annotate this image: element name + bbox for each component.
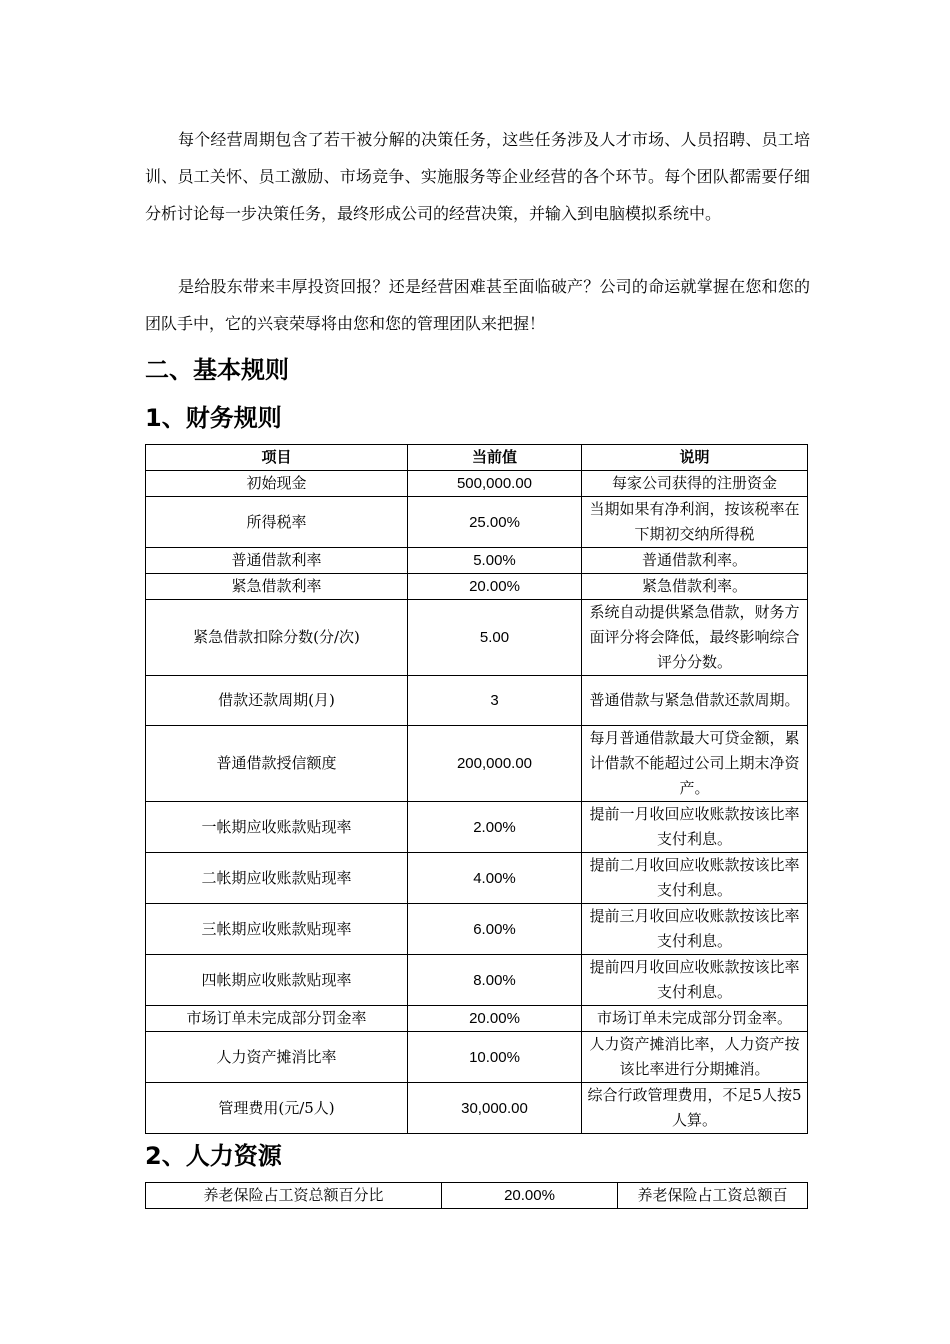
table-row xyxy=(146,676,808,726)
cell-desc: 提前三月收回应收账款按该比率支付利息。 xyxy=(582,904,808,955)
cell-value: 5.00 xyxy=(408,600,582,676)
cell-desc: 每家公司获得的注册资金 xyxy=(582,471,808,497)
cell-item: 紧急借款利率 xyxy=(146,574,408,600)
heading-human-resources: 2、人力资源 xyxy=(145,1142,282,1170)
cell-desc: 普通借款利率。 xyxy=(582,548,808,574)
cell-item: 市场订单未完成部分罚金率 xyxy=(146,1006,408,1032)
table-row xyxy=(146,1032,808,1083)
intro-paragraph-2: 是给股东带来丰厚投资回报？还是经营困难甚至面临破产？公司的命运就掌握在您和您的团队手中，它的兴衰荣辱将由您和您的管理团队来把握！ xyxy=(145,277,810,333)
cell-item: 普通借款授信额度 xyxy=(146,726,408,802)
cell-value: 200,000.00 xyxy=(408,726,582,802)
heading-finance-rules: 1、财务规则 xyxy=(145,404,282,432)
cell-desc: 综合行政管理费用，不足5人按5人算。 xyxy=(582,1083,808,1134)
cell-item: 管理费用(元/5人) xyxy=(146,1083,408,1134)
cell-item: 人力资产摊消比率 xyxy=(146,1032,408,1083)
cell-item: 四帐期应收账款贴现率 xyxy=(146,955,408,1006)
table-row xyxy=(146,904,808,955)
table-row xyxy=(146,497,808,548)
table-row xyxy=(146,955,808,1006)
cell-value: 30,000.00 xyxy=(408,1083,582,1134)
table-row xyxy=(146,1083,808,1134)
cell-value: 25.00% xyxy=(408,497,582,548)
cell-desc: 紧急借款利率。 xyxy=(582,574,808,600)
cell-desc: 普通借款与紧急借款还款周期。 xyxy=(582,676,808,726)
cell-value: 20.00% xyxy=(408,574,582,600)
cell-value: 2.00% xyxy=(408,802,582,853)
cell-item: 所得税率 xyxy=(146,497,408,548)
table-row xyxy=(146,471,808,497)
table-row xyxy=(146,1006,808,1032)
cell-value: 4.00% xyxy=(408,853,582,904)
cell-desc: 市场订单未完成部分罚金率。 xyxy=(582,1006,808,1032)
cell-desc: 人力资产摊消比率，人力资产按该比率进行分期摊消。 xyxy=(582,1032,808,1083)
table-row xyxy=(146,802,808,853)
cell-value: 8.00% xyxy=(408,955,582,1006)
cell-desc: 提前四月收回应收账款按该比率支付利息。 xyxy=(582,955,808,1006)
cell-desc: 每月普通借款最大可贷金额，累计借款不能超过公司上期末净资产。 xyxy=(582,726,808,802)
cell-desc: 系统自动提供紧急借款，财务方面评分将会降低，最终影响综合评分分数。 xyxy=(582,600,808,676)
cell-value: 5.00% xyxy=(408,548,582,574)
cell-item: 紧急借款扣除分数(分/次) xyxy=(146,600,408,676)
cell-value: 3 xyxy=(408,676,582,726)
table-row xyxy=(146,600,808,676)
table-row xyxy=(146,574,808,600)
cell-item: 一帐期应收账款贴现率 xyxy=(146,802,408,853)
cell-desc: 提前二月收回应收账款按该比率支付利息。 xyxy=(582,853,808,904)
header-desc: 说明 xyxy=(582,445,808,471)
heading-basic-rules: 二、基本规则 xyxy=(145,356,289,384)
table-row xyxy=(146,1183,808,1209)
cell-desc: 当期如果有净利润，按该税率在下期初交纳所得税 xyxy=(582,497,808,548)
header-item: 项目 xyxy=(146,445,408,471)
cell-desc: 提前一月收回应收账款按该比率支付利息。 xyxy=(582,802,808,853)
cell-desc: 养老保险占工资总额百 xyxy=(618,1183,808,1209)
cell-item: 普通借款利率 xyxy=(146,548,408,574)
cell-item: 借款还款周期(月) xyxy=(146,676,408,726)
cell-item: 二帐期应收账款贴现率 xyxy=(146,853,408,904)
table-row xyxy=(146,726,808,802)
cell-value: 10.00% xyxy=(408,1032,582,1083)
cell-item: 养老保险占工资总额百分比 xyxy=(146,1183,442,1209)
finance-rules-table xyxy=(145,444,808,1134)
cell-item: 初始现金 xyxy=(146,471,408,497)
cell-value: 20.00% xyxy=(442,1183,618,1209)
header-value: 当前值 xyxy=(408,445,582,471)
cell-value: 6.00% xyxy=(408,904,582,955)
table-header-row xyxy=(146,445,808,471)
human-resources-table xyxy=(145,1182,808,1209)
intro-paragraph-1: 每个经营周期包含了若干被分解的决策任务，这些任务涉及人才市场、人员招聘、员工培训、员工关怀、员工激励、市场竞争、实施服务等企业经营的各个环节。每个团队都需要仔细分析讨论每一步决策任务，最终形成公司的经营决策，并输入到电脑模拟系统中。 xyxy=(145,130,810,223)
table-row xyxy=(146,853,808,904)
cell-item: 三帐期应收账款贴现率 xyxy=(146,904,408,955)
table-row xyxy=(146,548,808,574)
cell-value: 20.00% xyxy=(408,1006,582,1032)
cell-value: 500,000.00 xyxy=(408,471,582,497)
